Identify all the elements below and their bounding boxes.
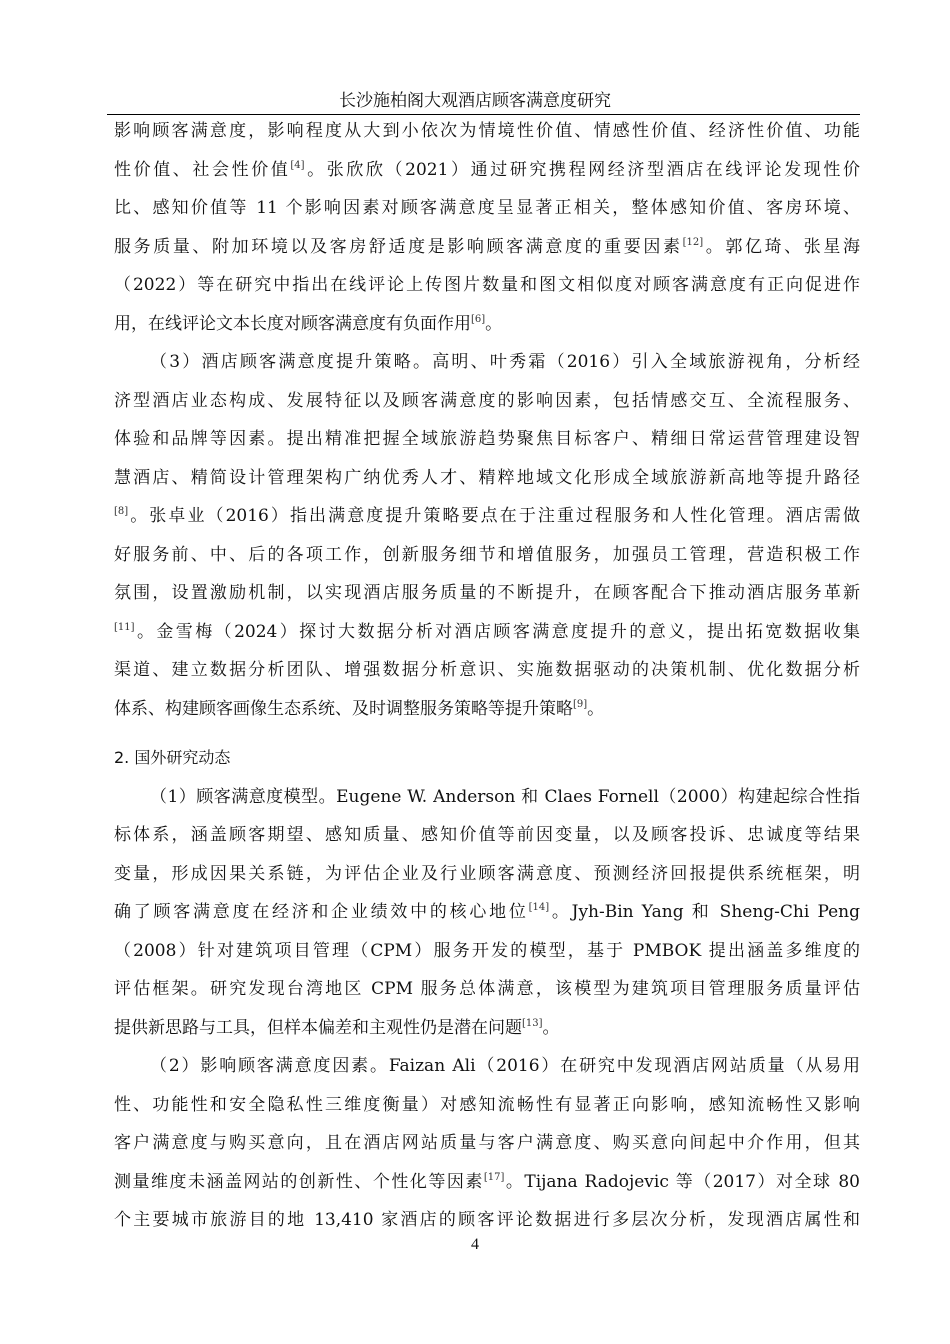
- text-line: 氛围，设置激励机制，以实现酒店服务质量的不断提升，在顾客配合下推动酒店服务革新: [114, 583, 860, 603]
- text-line: 性、功能性和安全隐私性三维度衡量）对感知流畅性有显著正向影响，感知流畅性又影响: [114, 1094, 860, 1115]
- text-line: 确了顾客满意度在经济和企业绩效中的核心地位[14]。Jyh-Bin Yang 和 Sheng-Chi Peng: [114, 902, 861, 922]
- body-text: [114, 112, 860, 1240]
- text-line: 体系、构建顾客画像生态系统、及时调整服务策略等提升策略[9]。: [114, 698, 605, 719]
- text-line: （2008）针对建筑项目管理（CPM）服务开发的模型，基于 PMBOK 提出涵盖多维度的: [114, 940, 860, 961]
- text-line: 比、感知价值等 11 个影响因素对顾客满意度呈显著正相关，整体感知价值、客房环境、: [114, 198, 860, 218]
- text-line: 变量，形成因果关系链，为评估企业及行业顾客满意度、预测经济回报提供系统框架，明: [114, 863, 860, 884]
- text-line: [8]。张卓业（2016）指出满意度提升策略要点在于注重过程服务和人性化管理。酒店需做: [114, 506, 860, 526]
- text-line: 个主要城市旅游目的地 13,410 家酒店的顾客评论数据进行多层次分析，发现酒店属性和: [114, 1210, 860, 1230]
- text-line: 用，在线评论文本长度对顾客满意度有负面作用[6]。: [114, 313, 503, 334]
- citation-ref: [12]: [682, 236, 704, 248]
- text-line: 标体系，涵盖顾客期望、感知质量、感知价值等前因变量，以及顾客投诉、忠诚度等结果: [114, 825, 860, 845]
- citation-ref: [17]: [483, 1171, 505, 1183]
- text-line: 提供新思路与工具，但样本偏差和主观性仍是潜在问题[13]。: [114, 1017, 560, 1038]
- citation-ref: [14]: [528, 902, 550, 913]
- text-line: 渠道、建立数据分析团队、增强数据分析意识、实施数据驱动的决策机制、优化数据分析: [114, 660, 860, 680]
- text-line: 体验和品牌等因素。提出精准把握全域旅游趋势聚焦目标客户、精细日常运营管理建设智: [114, 429, 860, 449]
- citation-ref: [9]: [573, 698, 588, 710]
- text-line: 服务质量、附加环境以及客房舒适度是影响顾客满意度的重要因素[12]。郭亿琦、张星海: [114, 236, 860, 257]
- text-line: 好服务前、中、后的各项工作，创新服务细节和增值服务，加强员工管理，营造积极工作: [114, 544, 860, 565]
- text-line: 评估框架。研究发现台湾地区 CPM 服务总体满意，该模型为建筑项目管理服务质量评估: [114, 979, 860, 999]
- text-line: 客户满意度与购买意向，且在酒店网站质量与客户满意度、购买意向间起中介作用，但其: [114, 1133, 860, 1153]
- text-line: （2022）等在研究中指出在线评论上传图片数量和图文相似度对顾客满意度有正向促进作: [114, 275, 860, 295]
- paragraph-first-line: （3）酒店顾客满意度提升策略。高明、叶秀霜（2016）引入全域旅游视角，分析经: [150, 352, 860, 372]
- paragraph-first-line: （2）影响顾客满意度因素。Faizan Ali（2016）在研究中发现酒店网站质量（从易用: [150, 1056, 860, 1076]
- text-line: [11]。金雪梅（2024）探讨大数据分析对酒店顾客满意度提升的意义，提出拓宽数据收集: [114, 621, 860, 642]
- citation-ref: [8]: [114, 506, 129, 517]
- page-number: 4: [471, 1236, 479, 1253]
- text-line: 测量维度未涵盖网站的创新性、个性化等因素[17]。Tijana Radojevic 等（2017）对全球 80: [114, 1171, 860, 1192]
- section-heading: 2. 国外研究动态: [114, 748, 231, 767]
- text-line: 性价值、社会性价值[4]。张欣欣（2021）通过研究携程网经济型酒店在线评论发现性价: [114, 159, 860, 180]
- citation-ref: [4]: [290, 159, 305, 171]
- text-line: 济型酒店业态构成、发展特征以及顾客满意度的影响因素，包括情感交互、全流程服务、: [114, 390, 860, 411]
- citation-ref: [6]: [471, 313, 486, 325]
- text-line: 影响顾客满意度，影响程度从大到小依次为情境性价值、情感性价值、经济性价值、功能: [114, 121, 860, 141]
- paragraph-first-line: （1）顾客满意度模型。Eugene W. Anderson 和 Claes Fornell（2000）构建起综合性指: [150, 786, 860, 807]
- citation-ref: [11]: [114, 621, 135, 633]
- running-header: 长沙施柏阁大观酒店顾客满意度研究: [339, 91, 611, 111]
- citation-ref: [13]: [522, 1017, 543, 1029]
- text-line: 慧酒店、精简设计管理架构广纳优秀人才、精粹地域文化形成全域旅游新高地等提升路径: [114, 467, 860, 488]
